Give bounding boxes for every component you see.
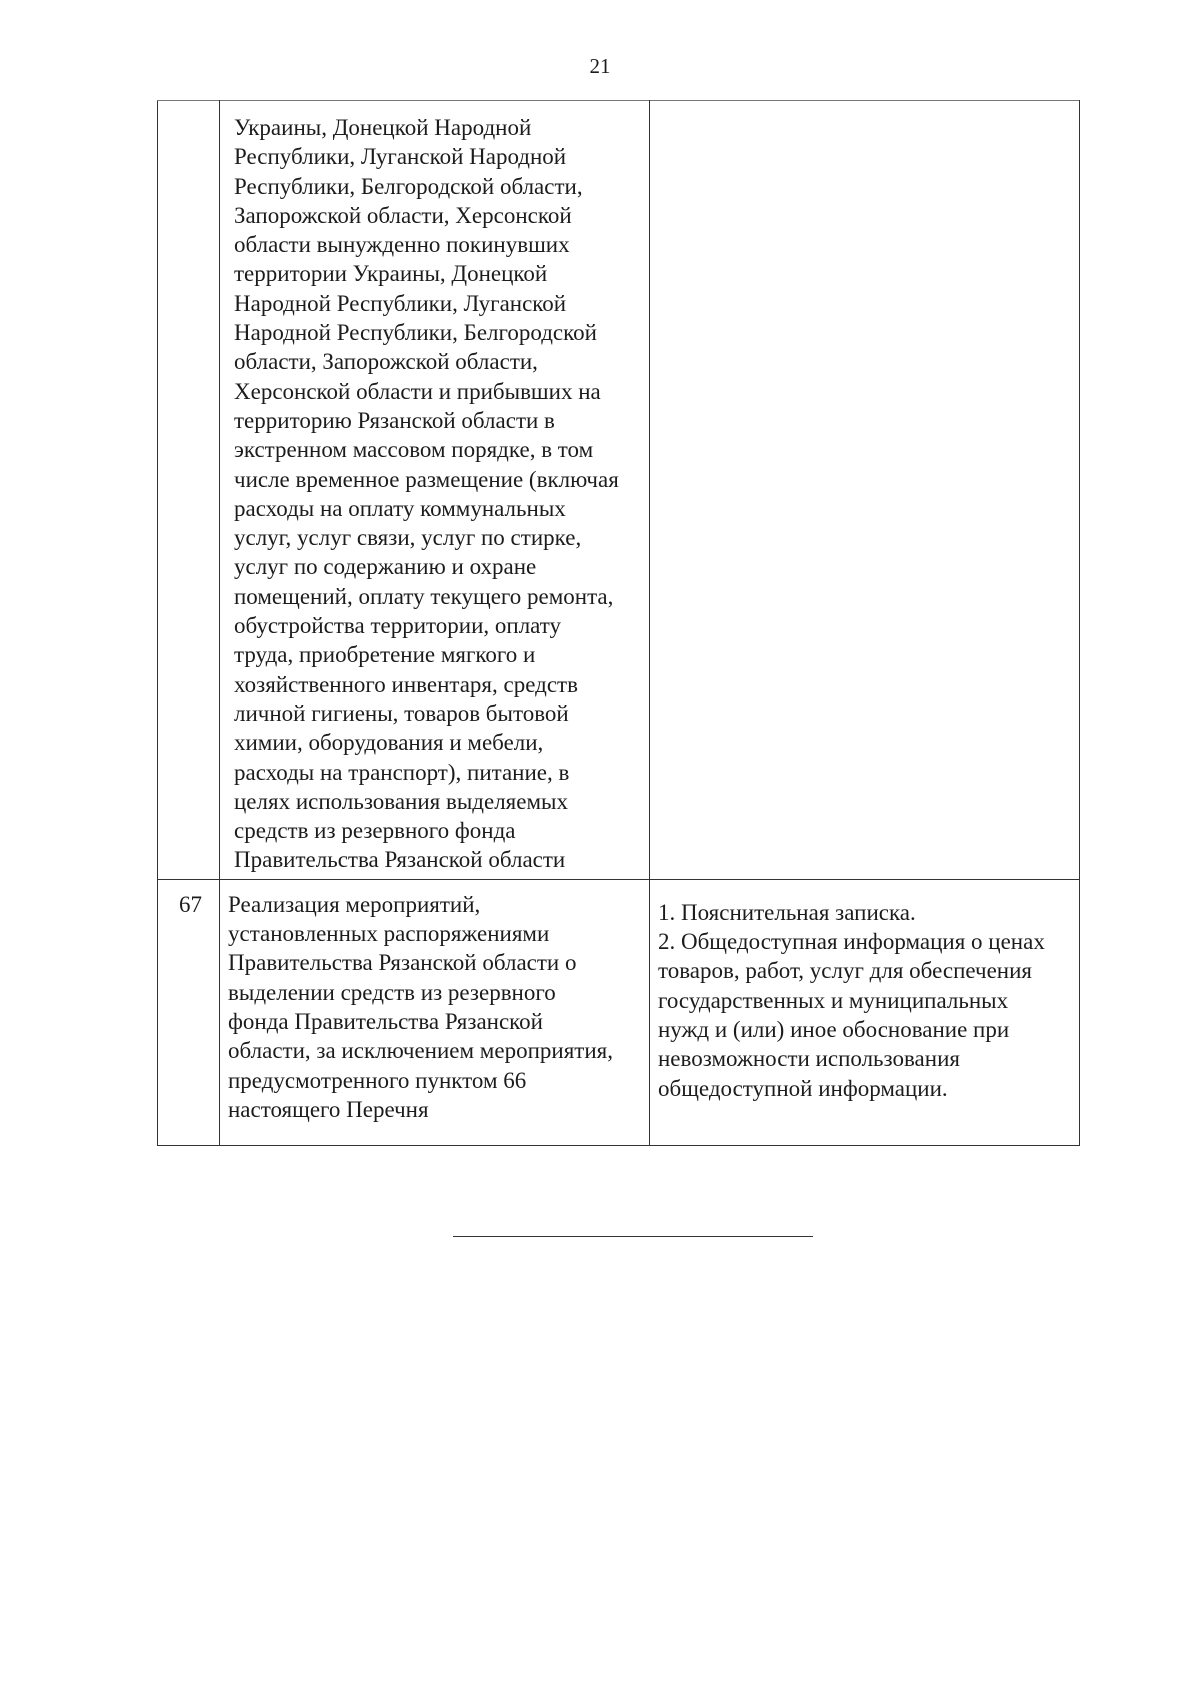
activity-description-cell	[220, 101, 650, 880]
text-line: Народной Республики, Белгородской	[234, 320, 597, 346]
text-line: числе временное размещение (включая	[234, 466, 619, 492]
required-documents-cell	[650, 101, 1080, 880]
text-line: обустройства территории, оплату	[234, 613, 562, 639]
text-line: государственных и муниципальных	[658, 987, 1009, 1013]
table-row	[158, 101, 1080, 880]
text-line: нужд и (или) иное обоснование при	[658, 1016, 1010, 1042]
row-number-cell	[158, 101, 220, 880]
text-line: настоящего Перечня	[228, 1096, 429, 1122]
text-line: Республики, Белгородской области,	[234, 173, 583, 199]
text-line: расходы на оплату коммунальных	[234, 495, 566, 521]
list-table	[157, 100, 1080, 1146]
required-documents-cell	[650, 879, 1080, 1145]
text-line: целях использования выделяемых	[234, 788, 568, 814]
text-line: установленных распоряжениями	[228, 921, 550, 947]
text-line: невозможности использования	[658, 1046, 960, 1072]
text-line: фонда Правительства Рязанской	[228, 1008, 543, 1034]
text-line: территорию Рязанской области в	[234, 407, 555, 433]
text-line: общедоступной информации.	[658, 1075, 948, 1101]
row-number: 67	[179, 891, 202, 917]
end-separator-line	[453, 1236, 813, 1237]
text-line: Запорожской области, Херсонской	[234, 202, 572, 228]
text-line: Республики, Луганской Народной	[234, 144, 567, 170]
text-line: Народной Республики, Луганской	[234, 290, 567, 316]
text-line: 1. Пояснительная записка.	[658, 899, 916, 925]
text-line: экстренном массовом порядке, в том	[234, 437, 594, 463]
table-row	[158, 879, 1080, 1145]
text-line: расходы на транспорт), питание, в	[234, 759, 570, 785]
text-line: помещений, оплату текущего ремонта,	[234, 583, 614, 609]
text-line: хозяйственного инвентаря, средств	[234, 671, 578, 697]
text-line: области, за исключением мероприятия,	[228, 1038, 613, 1064]
text-line: услуг по содержанию и охране	[234, 554, 537, 580]
text-line: средств из резервного фонда	[234, 818, 516, 844]
text-line: предусмотренного пунктом 66	[228, 1067, 527, 1093]
text-line: химии, оборудования и мебели,	[234, 730, 544, 756]
text-line: товаров, работ, услуг для обеспечения	[658, 958, 1032, 984]
text-line: услуг, услуг связи, услуг по стирке,	[234, 525, 582, 551]
text-line: труда, приобретение мягкого и	[234, 642, 536, 668]
text-line: личной гигиены, товаров бытовой	[234, 700, 569, 726]
text-line: выделении средств из резервного	[228, 979, 556, 1005]
text-line: Правительства Рязанской области о	[228, 950, 577, 976]
text-line: Херсонской области и прибывших на	[234, 378, 601, 404]
text-line: 2. Общедоступная информация о ценах	[658, 929, 1045, 955]
text-line: Реализация мероприятий,	[228, 891, 481, 917]
row-number-cell	[158, 879, 220, 1145]
page-number: 21	[589, 54, 611, 78]
activity-description-cell	[220, 879, 650, 1145]
text-line: территории Украины, Донецкой	[234, 261, 548, 287]
text-line: области, Запорожской области,	[234, 349, 538, 375]
text-line: Правительства Рязанской области	[234, 847, 566, 873]
text-line: области вынужденно покинувших	[234, 232, 570, 258]
text-line: Украины, Донецкой Народной	[234, 115, 532, 140]
